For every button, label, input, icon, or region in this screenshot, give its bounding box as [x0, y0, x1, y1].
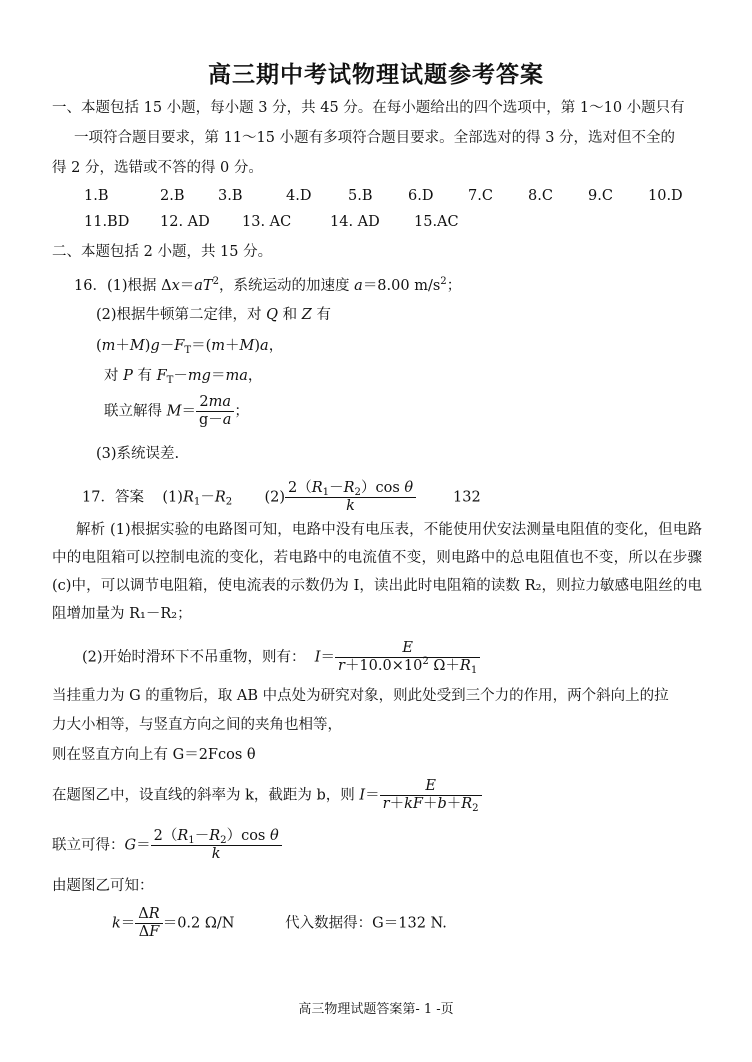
q17-text-p8: 由题图乙可知： [52, 878, 154, 894]
section1-line1: 一、本题包括 15 小题，每小题 3 分，共 45 分。在每小题给出的四个选项中，第 1～10 小题只有 [52, 100, 685, 116]
answer-item: 9.C [588, 188, 613, 204]
answer-item: 13. AC [242, 214, 292, 230]
answer-item: 3.B [218, 188, 243, 204]
section1-line2: 一项符合题目要求，第 11～15 小题有多项符合题目要求。全部选对的得 3 分，选对但不全的 [74, 130, 676, 146]
q16-equation1: $(m+M)g-F_T=(m+M)a$， [96, 338, 284, 356]
q17-text-p5: 则在竖直方向上有 G＝2Fcos θ [52, 747, 256, 763]
section2-header: 二、本题包括 2 小题，共 15 分。 [52, 244, 273, 260]
q17-answer: 17．答案 $(1)R_1-R_2$ (2) $\frac{2(R_1-R_2)\cos \theta}{k}$ 132 [82, 480, 481, 514]
answer-item: 8.C [528, 188, 553, 204]
answer-item: 10.D [648, 188, 683, 204]
answer-item: 7.C [468, 188, 493, 204]
q16-part3: (3)系统误差. [96, 446, 180, 462]
answer-item: 15.AC [414, 214, 459, 230]
answer-item: 1.B [84, 188, 109, 204]
answer-item: 4.D [286, 188, 312, 204]
q17-eq-slope: 在题图乙中，设直线的斜率为 k，截距为 b，则 I＝ $\frac{E}{r+kF+b+R_2}$ [52, 778, 482, 813]
q16-solution: 联立解得 M＝ $\frac{2ma}{g-a}$ ； [104, 394, 249, 428]
answer-item: 6.D [408, 188, 434, 204]
q17-analysis: 解析 (1)根据实验的电路图可知，电路中没有电压表，不能使用伏安法测量电阻值的变化，但电路中的电阻箱可以控制电流的变化，若电路中的电流值不变，则电路中的总电阻值也不变，所以在步骤(c)中，可以调节电阻箱，使电流表的示数仍为 I，读出此时电阻箱的读数 R₂，则拉力敏感电阻丝的电阻增加量为 R₁－R₂； [52, 522, 702, 622]
q17-eq-initial: (2)开始时滑环下不吊重物，则有： I＝ $\frac{E}{r+10.0\times 10^2 \Omega+R_1}$ [82, 640, 480, 675]
answer-item: 5.B [348, 188, 373, 204]
answer-item: 2.B [160, 188, 185, 204]
section1-line3: 得 2 分，选错或不答的得 0 分。 [52, 160, 263, 176]
q16-equation2: 对 P 有 $F_T-mg=ma$， [104, 368, 263, 386]
page-title: 高三期中考试物理试题参考答案 [208, 62, 544, 88]
q17-text-p4: 力大小相等，与竖直方向之间的夹角也相等， [52, 717, 342, 733]
answer-item: 11.BD [84, 214, 130, 230]
q17-eq-final: k＝ $\frac{\Delta R}{\Delta F}$ ＝0.2 Ω/N 代入数据得：G＝132 N. [112, 906, 447, 940]
page-footer: 高三物理试题答案第- 1 -页 [298, 1002, 454, 1017]
q16-part1: 16．(1)根据 $\Delta x=aT^2$，系统运动的加速度 a＝8.00 $m/s^2$； [74, 276, 462, 294]
q17-text-p3: 当挂重力为 G 的重物后，取 AB 中点处为研究对象，则此处受到三个力的作用，两个斜向上的拉 [52, 688, 669, 704]
answer-item: 12. AD [160, 214, 210, 230]
q16-part2: (2)根据牛顿第二定律，对 Q 和 Z 有 [96, 307, 331, 323]
q17-eq-combined: 联立可得：G＝ $\frac{2(R_1-R_2)\cos \theta}{k}$ [52, 828, 282, 863]
answer-item: 14. AD [330, 214, 380, 230]
